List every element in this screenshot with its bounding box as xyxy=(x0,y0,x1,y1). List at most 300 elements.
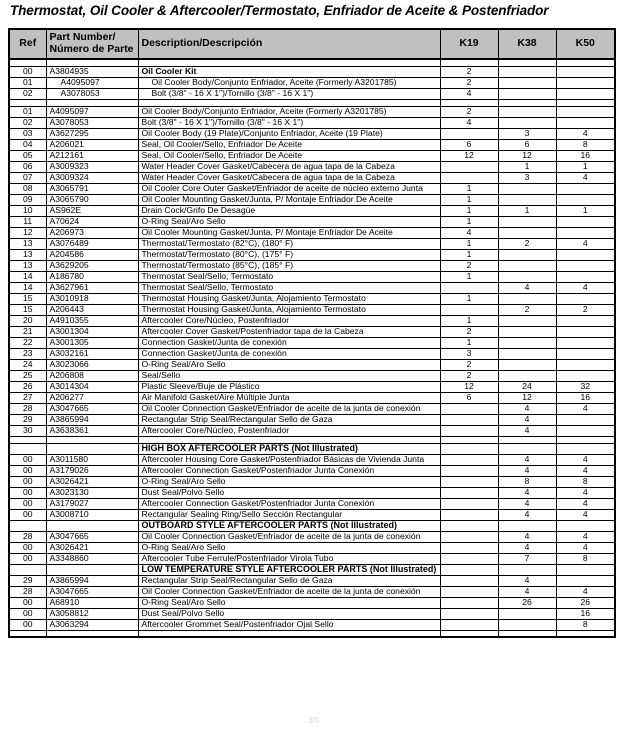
cell-description: Thermostat Housing Gasket/Junta, Alojamiento Termostato xyxy=(138,304,440,315)
table-row xyxy=(9,172,615,183)
table-row xyxy=(9,381,615,392)
cell-qty-k50: 4 xyxy=(556,586,615,597)
cell-part-number: A3047665 xyxy=(46,586,138,597)
cell-description: Thermostat Seal/Sello, Termostato xyxy=(138,282,440,293)
cell-description: Bolt (3/8" - 16 X 1")/Tornillo (3/8" - 16 X 1") xyxy=(138,117,440,128)
cell-ref xyxy=(9,59,46,66)
cell-qty-k19: 6 xyxy=(440,139,498,150)
cell-part-number: A3009324 xyxy=(46,172,138,183)
cell-qty-k50: 4 xyxy=(556,509,615,520)
cell-qty-k38 xyxy=(498,315,556,326)
cell-qty-k38: 4 xyxy=(498,282,556,293)
table-section-row xyxy=(9,564,615,575)
table-row xyxy=(9,106,615,117)
cell-description: Seal, Oil Cooler/Sello, Enfriador De Aceite xyxy=(138,150,440,161)
cell-ref: 23 xyxy=(9,348,46,359)
cell-qty-k19: 1 xyxy=(440,293,498,304)
cell-part-number: A206277 xyxy=(46,392,138,403)
cell-ref: 00 xyxy=(9,553,46,564)
cell-qty-k50 xyxy=(556,216,615,227)
cell-part-number: A206973 xyxy=(46,227,138,238)
cell-part-number: A3078053 xyxy=(46,88,138,99)
cell-description: Rectangular Strip Seal/Rectangular Sello de Gaza xyxy=(138,414,440,425)
cell-ref: 04 xyxy=(9,139,46,150)
cell-ref: 21 xyxy=(9,326,46,337)
cell-qty-k38: 4 xyxy=(498,414,556,425)
table-row xyxy=(9,238,615,249)
cell-description: Thermostat Seal/Sello, Termostato xyxy=(138,271,440,282)
table-body xyxy=(9,59,615,637)
cell-ref: 02 xyxy=(9,117,46,128)
table-row xyxy=(9,487,615,498)
cell-qty-k50 xyxy=(556,271,615,282)
cell-ref: 20 xyxy=(9,315,46,326)
cell-description: Oil Cooler Body (19 Plate)/Conjunto Enfriador, Aceite (19 Plate) xyxy=(138,128,440,139)
cell-qty-k19: 1 xyxy=(440,194,498,205)
cell-qty-k38 xyxy=(498,436,556,443)
cell-qty-k50: 4 xyxy=(556,128,615,139)
cell-ref: 30 xyxy=(9,425,46,436)
cell-qty-k19 xyxy=(440,161,498,172)
cell-qty-k50 xyxy=(556,249,615,260)
table-row xyxy=(9,542,615,553)
cell-ref: 24 xyxy=(9,359,46,370)
cell-ref: 29 xyxy=(9,575,46,586)
cell-qty-k38 xyxy=(498,619,556,630)
table-row xyxy=(9,260,615,271)
table-row xyxy=(9,619,615,630)
cell-description: Oil Cooler Body/Conjunto Enfriador, Aceite (Formerly A3201785) xyxy=(138,77,440,88)
cell-qty-k38 xyxy=(498,117,556,128)
cell-qty-k38: 4 xyxy=(498,498,556,509)
table-row xyxy=(9,498,615,509)
cell-part-number: A3804935 xyxy=(46,66,138,77)
cell-qty-k38 xyxy=(498,630,556,637)
cell-part-number: A204586 xyxy=(46,249,138,260)
cell-part-number: A212161 xyxy=(46,150,138,161)
cell-qty-k38 xyxy=(498,326,556,337)
table-row xyxy=(9,249,615,260)
cell-description: Aftercooler Core/Núcleo, Postenfriador xyxy=(138,315,440,326)
table-row xyxy=(9,216,615,227)
cell-description: Rectangular Strip Seal/Rectangular Sello de Gaza xyxy=(138,575,440,586)
cell-ref: 07 xyxy=(9,172,46,183)
cell-description: Oil Cooler Kit xyxy=(138,66,440,77)
cell-qty-k19: 1 xyxy=(440,337,498,348)
cell-ref: 14 xyxy=(9,282,46,293)
cell-ref: 00 xyxy=(9,476,46,487)
cell-qty-k38 xyxy=(498,443,556,454)
cell-ref: 15 xyxy=(9,293,46,304)
cell-qty-k19 xyxy=(440,487,498,498)
table-row xyxy=(9,271,615,282)
table-spacer-row xyxy=(9,59,615,66)
cell-ref: 29 xyxy=(9,414,46,425)
cell-description: Thermostat Housing Gasket/Junta, Alojamiento Termostato xyxy=(138,293,440,304)
table-row xyxy=(9,117,615,128)
cell-qty-k38 xyxy=(498,249,556,260)
table-row xyxy=(9,597,615,608)
table-row xyxy=(9,370,615,381)
cell-part-number: A186780 xyxy=(46,271,138,282)
cell-qty-k50: 1 xyxy=(556,205,615,216)
cell-qty-k19 xyxy=(440,59,498,66)
cell-qty-k38: 2 xyxy=(498,238,556,249)
cell-description: HIGH BOX AFTERCOOLER PARTS (Not Illustrated) xyxy=(138,443,440,454)
cell-qty-k19 xyxy=(440,414,498,425)
cell-description xyxy=(138,99,440,106)
cell-qty-k50: 4 xyxy=(556,238,615,249)
table-spacer-row xyxy=(9,436,615,443)
column-header-part-number-line1: Part Number/ xyxy=(49,31,116,44)
cell-qty-k38 xyxy=(498,59,556,66)
cell-qty-k50: 16 xyxy=(556,392,615,403)
cell-qty-k50: 1 xyxy=(556,161,615,172)
cell-description: Aftercooler Grommet Seal/Postenfriador Ojal Sello xyxy=(138,619,440,630)
cell-part-number: A3010918 xyxy=(46,293,138,304)
cell-qty-k50 xyxy=(556,227,615,238)
table-row xyxy=(9,150,615,161)
cell-ref xyxy=(9,443,46,454)
cell-qty-k38 xyxy=(498,370,556,381)
cell-qty-k38: 4 xyxy=(498,542,556,553)
cell-description: Thermostat/Termostato (82°C), (180° F) xyxy=(138,238,440,249)
cell-part-number: A3179026 xyxy=(46,465,138,476)
table-row xyxy=(9,586,615,597)
cell-qty-k19: 1 xyxy=(440,183,498,194)
cell-qty-k50: 8 xyxy=(556,619,615,630)
cell-ref: 28 xyxy=(9,403,46,414)
cell-qty-k38: 4 xyxy=(498,575,556,586)
cell-description: Oil Cooler Mounting Gasket/Junta, P/ Montaje Enfriador De Aceite xyxy=(138,194,440,205)
cell-description xyxy=(138,59,440,66)
cell-qty-k19: 1 xyxy=(440,249,498,260)
cell-ref: 02 xyxy=(9,88,46,99)
column-header-part-number xyxy=(46,29,138,59)
cell-ref: 06 xyxy=(9,161,46,172)
cell-part-number: A206808 xyxy=(46,370,138,381)
table-row xyxy=(9,476,615,487)
cell-qty-k19 xyxy=(440,597,498,608)
cell-qty-k38: 26 xyxy=(498,597,556,608)
table-row xyxy=(9,337,615,348)
cell-description: Aftercooler Tube Ferrule/Postenfriador Virola Tubo xyxy=(138,553,440,564)
cell-part-number xyxy=(46,630,138,637)
cell-qty-k19: 2 xyxy=(440,66,498,77)
cell-ref: 00 xyxy=(9,465,46,476)
cell-ref: 27 xyxy=(9,392,46,403)
cell-qty-k38 xyxy=(498,337,556,348)
cell-qty-k50: 2 xyxy=(556,304,615,315)
cell-qty-k19: 2 xyxy=(440,106,498,117)
cell-description: Dust Seal/Polvo Sello xyxy=(138,487,440,498)
cell-qty-k38: 4 xyxy=(498,509,556,520)
cell-qty-k38 xyxy=(498,66,556,77)
cell-description: Bolt (3/8" - 16 X 1")/Tornillo (3/8" - 16 X 1") xyxy=(138,88,440,99)
cell-part-number: A3076489 xyxy=(46,238,138,249)
cell-ref: 08 xyxy=(9,183,46,194)
cell-qty-k38: 4 xyxy=(498,454,556,465)
cell-qty-k19: 1 xyxy=(440,315,498,326)
cell-ref: 13 xyxy=(9,238,46,249)
table-row xyxy=(9,304,615,315)
cell-qty-k19 xyxy=(440,630,498,637)
cell-description: Oil Cooler Body/Conjunto Enfriador, Aceite (Formerly A3201785) xyxy=(138,106,440,117)
cell-part-number: A68910 xyxy=(46,597,138,608)
cell-ref xyxy=(9,630,46,637)
cell-qty-k50: 8 xyxy=(556,553,615,564)
cell-qty-k19 xyxy=(440,128,498,139)
cell-qty-k38 xyxy=(498,359,556,370)
cell-part-number: A3001305 xyxy=(46,337,138,348)
cell-ref: 00 xyxy=(9,619,46,630)
cell-qty-k50 xyxy=(556,194,615,205)
cell-qty-k19 xyxy=(440,99,498,106)
cell-part-number: A3179027 xyxy=(46,498,138,509)
cell-part-number: A3638361 xyxy=(46,425,138,436)
cell-part-number: A3014304 xyxy=(46,381,138,392)
cell-qty-k38 xyxy=(498,608,556,619)
cell-qty-k50 xyxy=(556,66,615,77)
cell-part-number: A3032161 xyxy=(46,348,138,359)
cell-description xyxy=(138,630,440,637)
cell-part-number: A3026421 xyxy=(46,476,138,487)
cell-qty-k38: 12 xyxy=(498,392,556,403)
cell-qty-k50: 26 xyxy=(556,597,615,608)
table-spacer-row xyxy=(9,99,615,106)
cell-qty-k38: 7 xyxy=(498,553,556,564)
table-header xyxy=(9,29,615,59)
table-row xyxy=(9,348,615,359)
cell-part-number: A3058812 xyxy=(46,608,138,619)
cell-description: Dust Seal/Polvo Sello xyxy=(138,608,440,619)
cell-qty-k38 xyxy=(498,88,556,99)
table-row xyxy=(9,392,615,403)
table-row xyxy=(9,77,615,88)
cell-qty-k19 xyxy=(440,282,498,293)
cell-part-number xyxy=(46,99,138,106)
cell-qty-k50: 4 xyxy=(556,465,615,476)
cell-qty-k38 xyxy=(498,99,556,106)
cell-part-number: A206021 xyxy=(46,139,138,150)
cell-ref: 01 xyxy=(9,77,46,88)
cell-qty-k19 xyxy=(440,575,498,586)
cell-qty-k50 xyxy=(556,293,615,304)
column-header-description: Description/Descripción xyxy=(138,29,440,59)
cell-qty-k19: 2 xyxy=(440,359,498,370)
cell-qty-k38: 1 xyxy=(498,161,556,172)
cell-qty-k50 xyxy=(556,414,615,425)
cell-qty-k19 xyxy=(440,608,498,619)
table-row xyxy=(9,414,615,425)
cell-description: Rectangular Sealing Ring/Sello Sección Rectangular xyxy=(138,509,440,520)
table-row xyxy=(9,465,615,476)
cell-ref: 00 xyxy=(9,454,46,465)
cell-description: O-Ring Seal/Aro Sello xyxy=(138,597,440,608)
table-row xyxy=(9,454,615,465)
table-header-row xyxy=(9,29,615,59)
cell-qty-k19: 2 xyxy=(440,260,498,271)
cell-ref: 05 xyxy=(9,150,46,161)
cell-qty-k50 xyxy=(556,575,615,586)
cell-qty-k50: 4 xyxy=(556,498,615,509)
cell-part-number: A3026421 xyxy=(46,542,138,553)
cell-ref: 28 xyxy=(9,531,46,542)
cell-qty-k19 xyxy=(440,403,498,414)
cell-description: Aftercooler Housing Core Gasket/Postenfriador Básicas de Vivienda Junta xyxy=(138,454,440,465)
cell-ref: 11 xyxy=(9,216,46,227)
cell-qty-k50 xyxy=(556,183,615,194)
cell-qty-k19: 4 xyxy=(440,88,498,99)
cell-ref: 25 xyxy=(9,370,46,381)
cell-ref: 00 xyxy=(9,542,46,553)
cell-part-number: A4095097 xyxy=(46,77,138,88)
cell-description: Connection Gasket/Junta de conexión xyxy=(138,348,440,359)
table-row xyxy=(9,326,615,337)
cell-qty-k38 xyxy=(498,271,556,282)
cell-qty-k19: 1 xyxy=(440,205,498,216)
cell-ref: 15 xyxy=(9,304,46,315)
cell-description xyxy=(138,436,440,443)
cell-ref: 12 xyxy=(9,227,46,238)
column-header-part-number-line2: Número de Parte xyxy=(49,43,134,55)
cell-description: O-Ring Seal/Aro Sello xyxy=(138,542,440,553)
cell-ref: 01 xyxy=(9,106,46,117)
cell-qty-k38 xyxy=(498,183,556,194)
cell-description: LOW TEMPERATURE STYLE AFTERCOOLER PARTS (Not Illustrated) xyxy=(138,564,440,575)
cell-qty-k38: 4 xyxy=(498,425,556,436)
cell-qty-k19 xyxy=(440,531,498,542)
cell-qty-k38 xyxy=(498,564,556,575)
table-row xyxy=(9,161,615,172)
cell-qty-k50 xyxy=(556,370,615,381)
table-row xyxy=(9,88,615,99)
cell-qty-k38 xyxy=(498,348,556,359)
cell-part-number xyxy=(46,443,138,454)
cell-qty-k50 xyxy=(556,99,615,106)
cell-qty-k38: 3 xyxy=(498,172,556,183)
cell-part-number: A3078053 xyxy=(46,117,138,128)
cell-qty-k19 xyxy=(440,304,498,315)
cell-qty-k19 xyxy=(440,586,498,597)
table-row xyxy=(9,531,615,542)
cell-qty-k38 xyxy=(498,194,556,205)
cell-qty-k38: 4 xyxy=(498,586,556,597)
table-row xyxy=(9,509,615,520)
cell-part-number: A3627295 xyxy=(46,128,138,139)
cell-ref xyxy=(9,520,46,531)
cell-qty-k19 xyxy=(440,564,498,575)
column-header-k50: K50 xyxy=(556,29,615,59)
cell-ref: 00 xyxy=(9,608,46,619)
cell-description: Air Manifold Gasket/Aire Múltiple Junta xyxy=(138,392,440,403)
cell-qty-k50: 16 xyxy=(556,150,615,161)
cell-qty-k19 xyxy=(440,172,498,183)
cell-qty-k38: 4 xyxy=(498,465,556,476)
cell-part-number: A3008710 xyxy=(46,509,138,520)
cell-qty-k50: 4 xyxy=(556,454,615,465)
cell-ref xyxy=(9,99,46,106)
cell-description: Thermostat/Termostato (85°C), (185° F) xyxy=(138,260,440,271)
cell-description: Water Header Cover Gasket/Cabecera de agua tapa de la Cabeza xyxy=(138,161,440,172)
cell-qty-k19: 1 xyxy=(440,271,498,282)
cell-qty-k50: 4 xyxy=(556,487,615,498)
cell-part-number: A3023130 xyxy=(46,487,138,498)
cell-ref: 26 xyxy=(9,381,46,392)
cell-ref xyxy=(9,564,46,575)
cell-qty-k19 xyxy=(440,542,498,553)
cell-description: O-Ring Seal/Aro Sello xyxy=(138,216,440,227)
cell-part-number: A3629205 xyxy=(46,260,138,271)
cell-part-number: AS962E xyxy=(46,205,138,216)
cell-part-number: A3865994 xyxy=(46,575,138,586)
cell-qty-k38: 4 xyxy=(498,403,556,414)
cell-description: Aftercooler Connection Gasket/Postenfriador Junta Conexión xyxy=(138,498,440,509)
cell-qty-k19: 3 xyxy=(440,348,498,359)
cell-qty-k38 xyxy=(498,227,556,238)
table-section-row xyxy=(9,443,615,454)
cell-ref: 13 xyxy=(9,260,46,271)
cell-qty-k50 xyxy=(556,117,615,128)
cell-qty-k50: 4 xyxy=(556,403,615,414)
cell-qty-k50 xyxy=(556,88,615,99)
cell-part-number: A3865994 xyxy=(46,414,138,425)
cell-description: Drain Cock/Grifo De Desagüe xyxy=(138,205,440,216)
cell-description: Oil Cooler Connection Gasket/Enfriador de aceite de la junta de conexión xyxy=(138,586,440,597)
cell-description: Oil Cooler Connection Gasket/Enfriador de aceite de la junta de conexión xyxy=(138,531,440,542)
cell-ref: 22 xyxy=(9,337,46,348)
cell-part-number: A3001304 xyxy=(46,326,138,337)
table-spacer-row xyxy=(9,630,615,637)
cell-qty-k38: 12 xyxy=(498,150,556,161)
cell-qty-k50 xyxy=(556,425,615,436)
cell-qty-k19: 2 xyxy=(440,326,498,337)
cell-part-number: A3065790 xyxy=(46,194,138,205)
table-row xyxy=(9,282,615,293)
cell-part-number: A3009323 xyxy=(46,161,138,172)
cell-part-number: A4910355 xyxy=(46,315,138,326)
cell-ref: 09 xyxy=(9,194,46,205)
cell-description: Aftercooler Core/Núcleo, Postenfriador xyxy=(138,425,440,436)
cell-qty-k38 xyxy=(498,216,556,227)
cell-part-number: A3065791 xyxy=(46,183,138,194)
cell-ref: 00 xyxy=(9,509,46,520)
table-row xyxy=(9,183,615,194)
cell-qty-k50 xyxy=(556,106,615,117)
cell-qty-k50: 4 xyxy=(556,172,615,183)
cell-qty-k50 xyxy=(556,260,615,271)
cell-ref: 13 xyxy=(9,249,46,260)
table-row xyxy=(9,608,615,619)
table-row xyxy=(9,66,615,77)
table-row xyxy=(9,403,615,414)
cell-ref: 28 xyxy=(9,586,46,597)
cell-qty-k38: 6 xyxy=(498,139,556,150)
cell-part-number: A3627961 xyxy=(46,282,138,293)
cell-qty-k19 xyxy=(440,465,498,476)
cell-qty-k19 xyxy=(440,425,498,436)
cell-qty-k38: 3 xyxy=(498,128,556,139)
cell-ref: 03 xyxy=(9,128,46,139)
cell-qty-k38: 8 xyxy=(498,476,556,487)
cell-qty-k50 xyxy=(556,443,615,454)
cell-qty-k50 xyxy=(556,348,615,359)
cell-qty-k19 xyxy=(440,476,498,487)
table-section-row xyxy=(9,520,615,531)
cell-qty-k50 xyxy=(556,564,615,575)
cell-qty-k50 xyxy=(556,630,615,637)
cell-qty-k50 xyxy=(556,359,615,370)
